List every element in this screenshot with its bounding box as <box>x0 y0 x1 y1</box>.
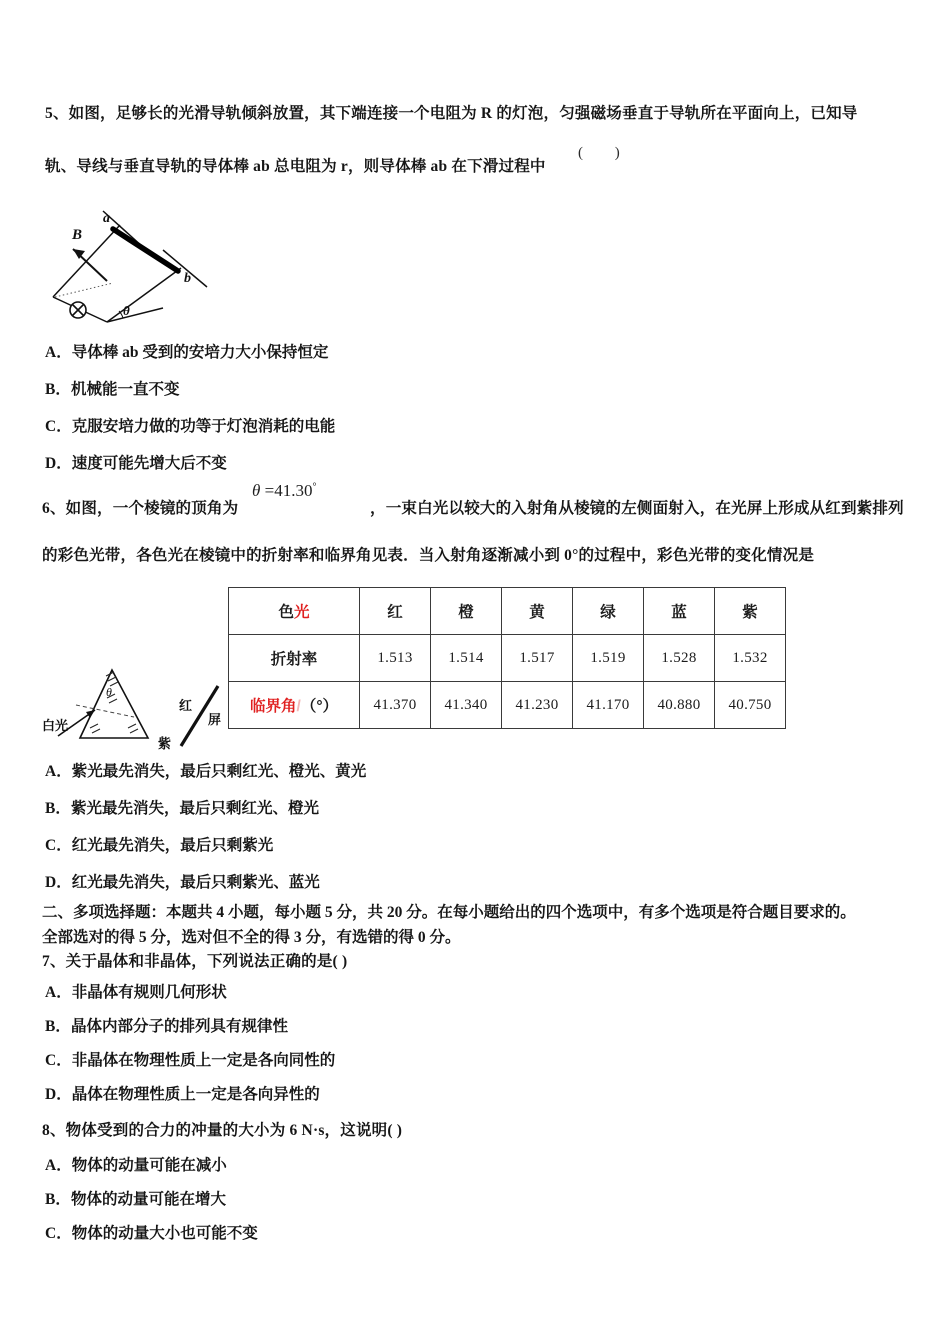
label-a: a <box>103 211 110 226</box>
formula-theta: θ <box>252 481 261 500</box>
color-cell-green: 绿 <box>573 588 644 635</box>
option-b-text: 物体的动量可能在增大 <box>71 1191 227 1208</box>
label-screen: 屏 <box>208 712 222 727</box>
option-d-label: D． <box>45 455 72 472</box>
question-5-stem-line2: 轨、导线与垂直导轨的导体棒 ab 总电阻为 r，则导体棒 ab 在下滑过程中 <box>45 158 546 175</box>
option-a-label: A． <box>45 984 72 1001</box>
question-5-stem-line1: 5、如图，足够长的光滑导轨倾斜放置，其下端连接一个电阻为 R 的灯泡，匀强磁场垂直于导轨所在平面向上，已知导 <box>45 105 858 122</box>
row-header-colors-suffix: 光 <box>294 604 310 621</box>
inclined-rails-figure <box>45 205 245 330</box>
formula-degree: ° <box>312 481 317 493</box>
section-heading-line1: 二、多项选择题：本题共 4 小题，每小题 5 分，共 20 分。在每小题给出的四个选项中，有多个选项是符合题目要求的。 <box>42 904 856 921</box>
question-7-option-a <box>45 984 227 1003</box>
color-cell-blue: 蓝 <box>644 588 715 635</box>
prism-angle-label: θ <box>106 685 112 699</box>
refractive-index-blue: 1.528 <box>644 635 715 682</box>
question-8-option-a <box>45 1157 227 1176</box>
option-a-label: A． <box>45 344 72 361</box>
row-header-critical-angle <box>229 682 360 729</box>
question-8-option-c <box>45 1225 258 1244</box>
option-b-label: B． <box>45 381 71 398</box>
refractive-index-green: 1.519 <box>573 635 644 682</box>
refractive-index-yellow: 1.517 <box>502 635 573 682</box>
label-B: B <box>72 227 83 243</box>
optics-data-table <box>228 587 786 729</box>
question-7-option-c <box>45 1052 335 1071</box>
critical-angle-red: 41.370 <box>360 682 431 729</box>
question-5-option-a <box>45 344 328 363</box>
option-c-text: 克服安培力做的功等于灯泡消耗的电能 <box>71 418 336 435</box>
question-6-formula <box>252 481 316 501</box>
option-c-text: 红光最先消失，最后只剩紫光 <box>71 837 274 854</box>
question-6-stem-part1: 6、如图，一个棱镜的顶角为 <box>42 500 239 517</box>
question-6-option-c <box>45 837 273 856</box>
option-a-label: A． <box>45 763 72 780</box>
option-d-label: D． <box>45 874 72 891</box>
option-b-label: B． <box>45 800 71 817</box>
option-b-text: 晶体内部分子的排列具有规律性 <box>71 1018 289 1035</box>
refractive-index-orange: 1.514 <box>431 635 502 682</box>
color-cell-orange: 橙 <box>431 588 502 635</box>
question-6-option-d <box>45 874 320 893</box>
option-d-text: 速度可能先增大后不变 <box>71 455 227 472</box>
label-white-light: 白光 <box>42 718 69 733</box>
question-7-option-d <box>45 1086 320 1105</box>
table-row-critical-angle <box>229 682 786 729</box>
refractive-index-violet: 1.532 <box>715 635 786 682</box>
critical-angle-label-unit: （°） <box>300 698 339 715</box>
question-5-option-d <box>45 455 227 474</box>
option-d-text: 红光最先消失，最后只剩紫光、蓝光 <box>71 874 320 891</box>
question-6-stem-part2: ，一束白光以较大的入射角从棱镜的左侧面射入，在光屏上形成从红到紫排列 <box>370 500 904 517</box>
option-c-label: C． <box>45 1052 72 1069</box>
option-b-text: 机械能一直不变 <box>71 381 180 398</box>
label-red: 红 <box>179 698 193 713</box>
question-5-answer-bracket: ( ) <box>578 145 634 161</box>
option-c-text: 非晶体在物理性质上一定是各向同性的 <box>71 1052 336 1069</box>
color-cell-red: 红 <box>360 588 431 635</box>
option-a-text: 紫光最先消失，最后只剩红光、橙光、黄光 <box>71 763 367 780</box>
option-b-label: B． <box>45 1191 71 1208</box>
critical-angle-label-main: 临界角 <box>249 698 297 715</box>
table-row-colors <box>229 588 786 635</box>
table-row-refractive-index <box>229 635 786 682</box>
question-7-stem: 7、关于晶体和非晶体，下列说法正确的是( ) <box>42 953 348 970</box>
question-6-option-b <box>45 800 319 819</box>
question-5-option-c <box>45 418 335 437</box>
row-header-colors <box>229 588 360 635</box>
prism-figure <box>38 658 253 753</box>
critical-angle-label-slash: / <box>296 698 301 715</box>
color-cell-violet: 紫 <box>715 588 786 635</box>
label-violet: 紫 <box>158 736 172 751</box>
label-b: b <box>184 271 191 286</box>
critical-angle-yellow: 41.230 <box>502 682 573 729</box>
lamp-symbol <box>70 302 86 318</box>
conducting-bar-ab <box>113 229 178 271</box>
option-d-text: 晶体在物理性质上一定是各向异性的 <box>71 1086 320 1103</box>
question-7-option-b <box>45 1018 288 1037</box>
option-a-text: 导体棒 ab 受到的安培力大小保持恒定 <box>71 344 329 361</box>
row-header-refractive-index: 折射率 <box>229 635 360 682</box>
critical-angle-blue: 40.880 <box>644 682 715 729</box>
inclined-rails-svg <box>45 205 245 330</box>
option-a-label: A． <box>45 1157 72 1174</box>
option-c-label: C． <box>45 837 72 854</box>
question-8-stem: 8、物体受到的合力的冲量的大小为 6 N·s，这说明( ) <box>42 1122 403 1139</box>
option-a-text: 非晶体有规则几何形状 <box>71 984 227 1001</box>
question-5-option-b <box>45 381 180 400</box>
option-a-text: 物体的动量可能在减小 <box>71 1157 227 1174</box>
option-c-text: 物体的动量大小也可能不变 <box>71 1225 258 1242</box>
option-b-label: B． <box>45 1018 71 1035</box>
color-cell-yellow: 黄 <box>502 588 573 635</box>
prism-svg <box>38 658 253 753</box>
question-6-stem-line2: 的彩色光带，各色光在棱镜中的折射率和临界角见表．当入射角逐渐减小到 0°的过程中，彩色光带的变化情况是 <box>42 547 815 564</box>
question-6-option-a <box>45 763 366 782</box>
question-8-option-b <box>45 1191 226 1210</box>
critical-angle-green: 41.170 <box>573 682 644 729</box>
option-b-text: 紫光最先消失，最后只剩红光、橙光 <box>71 800 320 817</box>
option-c-label: C． <box>45 1225 72 1242</box>
section-heading-line2: 全部选对的得 5 分，选对但不全的得 3 分，有选错的得 0 分。 <box>42 929 461 946</box>
option-c-label: C． <box>45 418 72 435</box>
label-theta: θ <box>123 303 130 318</box>
formula-value: =41.30 <box>260 481 313 500</box>
option-d-label: D． <box>45 1086 72 1103</box>
critical-angle-orange: 41.340 <box>431 682 502 729</box>
refractive-index-red: 1.513 <box>360 635 431 682</box>
row-header-colors-prefix: 色 <box>278 604 294 621</box>
rail-lower-right <box>107 268 181 322</box>
critical-angle-violet: 40.750 <box>715 682 786 729</box>
